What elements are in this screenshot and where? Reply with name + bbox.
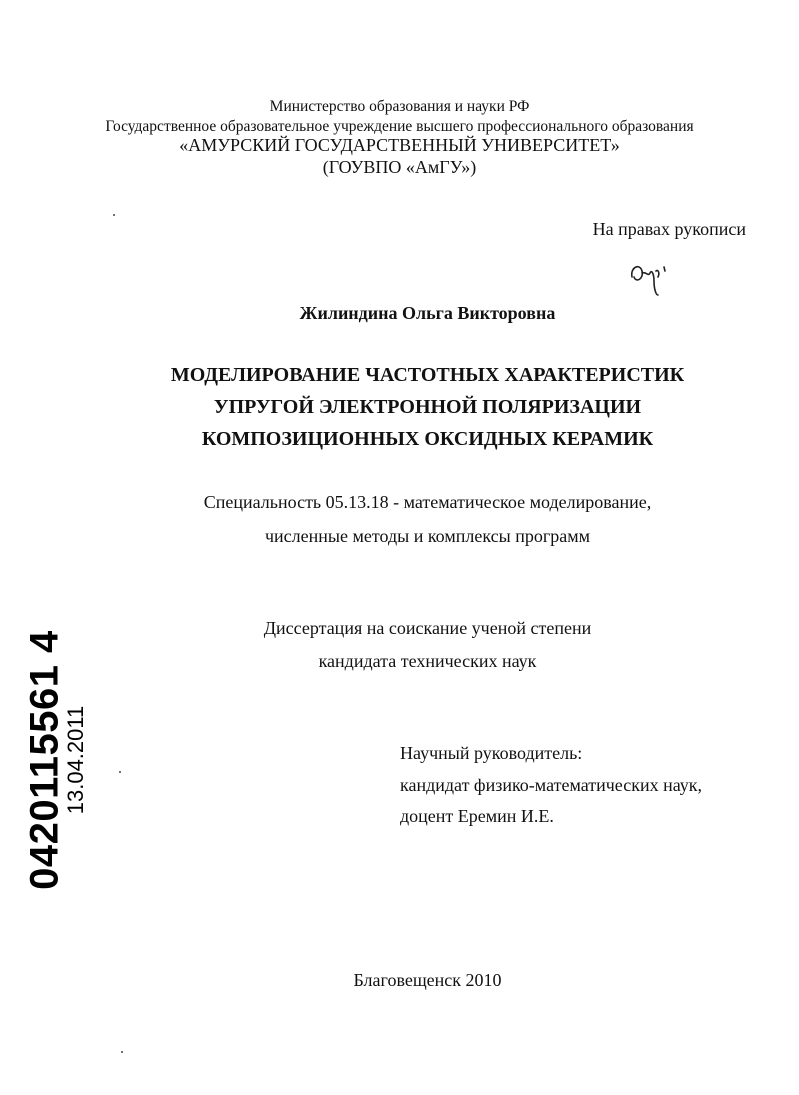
supervisor-name: доцент Еремин И.Е. — [400, 806, 554, 826]
thesis-title-line-2: УПРУГОЙ ЭЛЕКТРОННОЙ ПОЛЯРИЗАЦИИ — [213, 396, 642, 418]
author-name: Жилиндина Ольга Викторовна — [299, 303, 556, 323]
supervisor-label: Научный руководитель: — [400, 743, 583, 763]
degree-line-2: кандидата технических наук — [318, 651, 537, 671]
signature-mark — [628, 255, 676, 299]
ministry-line: Министерство образования и науки РФ — [269, 98, 530, 115]
archive-stamp — [0, 630, 90, 890]
institution-type-line: Государственное образовательное учреждение высшего профессионального образования — [105, 118, 694, 135]
scan-speck — [121, 1051, 123, 1053]
thesis-title-line-1: МОДЕЛИРОВАНИЕ ЧАСТОТНЫХ ХАРАКТЕРИСТИК — [170, 364, 685, 386]
place-year: Благовещенск 2010 — [353, 970, 502, 990]
university-name: «АМУРСКИЙ ГОСУДАРСТВЕННЫЙ УНИВЕРСИТЕТ» — [179, 135, 620, 155]
supervisor-degree: кандидат физико-математических наук, — [400, 775, 703, 795]
specialty-line-1: Специальность 05.13.18 - математическое моделирование, — [203, 492, 652, 512]
university-abbreviation: (ГОУВПО «АмГУ») — [322, 157, 477, 177]
scan-speck — [113, 214, 115, 216]
manuscript-rights-note: На правах рукописи — [592, 219, 746, 239]
scan-speck — [119, 771, 121, 773]
archive-date: 13.04.2011 — [63, 705, 88, 815]
specialty-line-2: численные методы и комплексы программ — [264, 526, 591, 546]
degree-line-1: Диссертация на соискание ученой степени — [263, 618, 592, 638]
thesis-title-line-3: КОМПОЗИЦИОННЫХ ОКСИДНЫХ КЕРАМИК — [201, 428, 654, 450]
archive-number: 0420115561 4 — [22, 630, 67, 890]
